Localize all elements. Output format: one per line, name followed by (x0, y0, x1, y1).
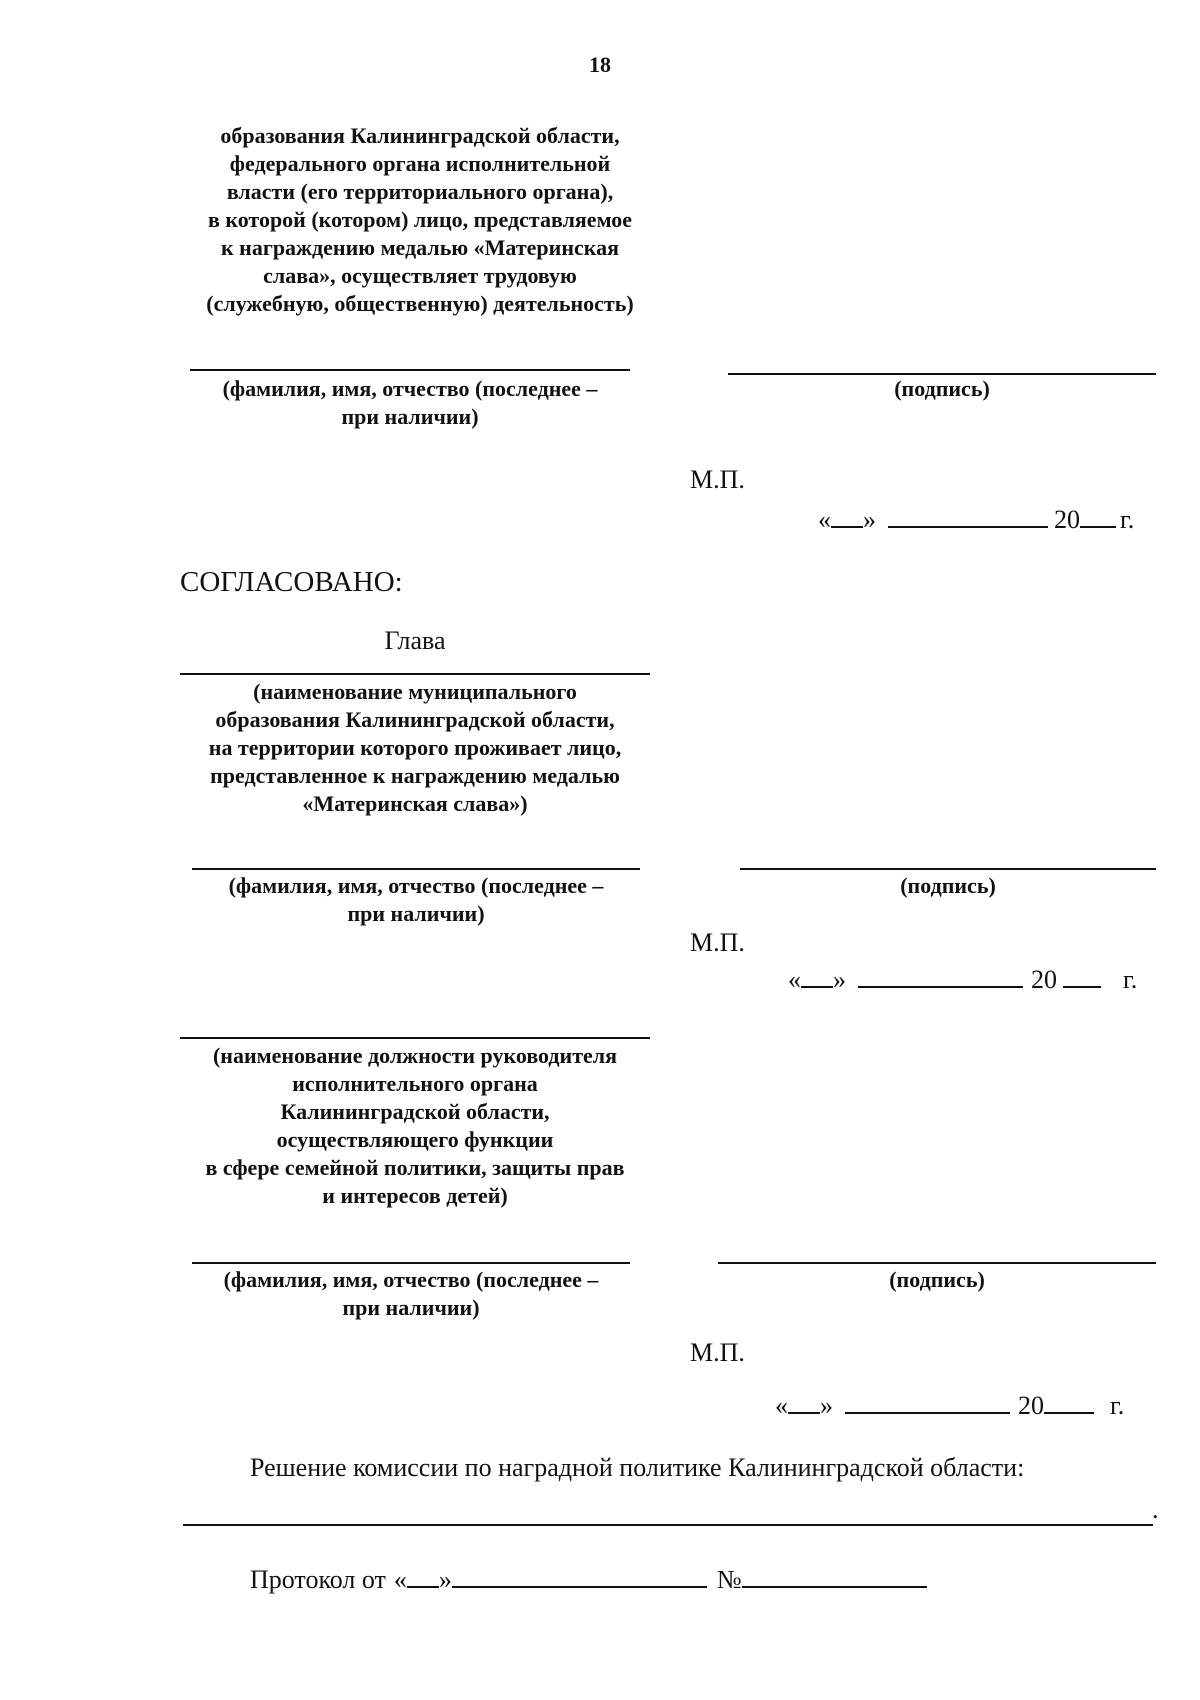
date-field-2 (788, 962, 1137, 995)
head-label: Глава (384, 626, 446, 655)
date-open-quote: « (818, 505, 831, 534)
year-prefix: 20 (1054, 505, 1080, 534)
fio-caption-1: (фамилия, имя, отчество (последнее – при наличии) (222, 376, 598, 429)
stamp-place-label-2: М.П. (690, 928, 745, 957)
signature-line-2 (740, 868, 1156, 870)
date-open-quote: « (775, 1391, 788, 1420)
date-close-quote: » (820, 1391, 833, 1420)
year-blank (1044, 1388, 1094, 1414)
municipality-caption: (наименование муниципального образования Калининградской области, на территории которого проживает лицо, представленное к награждению медалью «Материнская слава») (208, 679, 622, 816)
year-suffix: г. (1120, 505, 1135, 534)
fio-line-1 (190, 369, 630, 371)
stamp-place-label-1: М.П. (690, 465, 745, 494)
fio-line-2 (192, 868, 640, 870)
protocol-date-blank (452, 1562, 707, 1588)
year-suffix: г. (1110, 1391, 1125, 1420)
day-blank (831, 502, 863, 528)
agreed-heading: СОГЛАСОВАНО: (180, 566, 403, 598)
year-prefix: 20 (1031, 965, 1057, 994)
protocol-number-blank (742, 1562, 927, 1588)
protocol-field (250, 1562, 927, 1595)
month-blank (845, 1388, 1010, 1414)
year-suffix: г. (1123, 965, 1138, 994)
date-open-quote: « (788, 965, 801, 994)
month-blank (858, 962, 1023, 988)
decision-line-period: . (1152, 1495, 1159, 1524)
municipality-line (180, 673, 650, 675)
protocol-label: Протокол от (250, 1565, 386, 1594)
day-blank (801, 962, 833, 988)
date-close-quote: » (863, 505, 876, 534)
date-field-3 (775, 1388, 1124, 1421)
date-field-1 (818, 502, 1134, 535)
protocol-day-blank (407, 1562, 439, 1588)
fio-line-3 (192, 1262, 630, 1264)
executive-caption: (наименование должности руководителя исполнительного органа Калининградской области, осуществляющего функции в сфере семейной политики, защиты прав и интересов детей) (205, 1043, 625, 1208)
protocol-number-sign: № (716, 1565, 742, 1594)
commission-decision-label: Решение комиссии по наградной политике Калининградской области: (250, 1453, 1025, 1482)
year-blank (1080, 502, 1116, 528)
year-prefix: 20 (1018, 1391, 1044, 1420)
year-blank (1063, 962, 1101, 988)
executive-line (180, 1037, 650, 1039)
fio-caption-2: (фамилия, имя, отчество (последнее – при наличии) (228, 873, 604, 926)
signature-caption-1: (подпись) (894, 376, 990, 401)
org-caption: образования Калининградской области, федерального органа исполнительной власти (его территориального органа), в которой (котором) лицо, представляемое к награждению медалью «Материнская слава», осуществляет трудовую (служебную, общественную) деятельность) (206, 123, 634, 316)
fio-caption-3: (фамилия, имя, отчество (последнее – при наличии) (223, 1267, 599, 1320)
protocol-close-quote: » (438, 1565, 452, 1594)
page-number: 18 (589, 52, 611, 77)
signature-caption-2: (подпись) (900, 873, 996, 898)
protocol-open-quote: « (393, 1565, 407, 1594)
day-blank (788, 1388, 820, 1414)
month-blank (888, 502, 1048, 528)
signature-line-3 (718, 1262, 1156, 1264)
decision-line (183, 1524, 1153, 1526)
stamp-place-label-3: М.П. (690, 1338, 745, 1367)
signature-caption-3: (подпись) (889, 1267, 985, 1292)
date-close-quote: » (833, 965, 846, 994)
